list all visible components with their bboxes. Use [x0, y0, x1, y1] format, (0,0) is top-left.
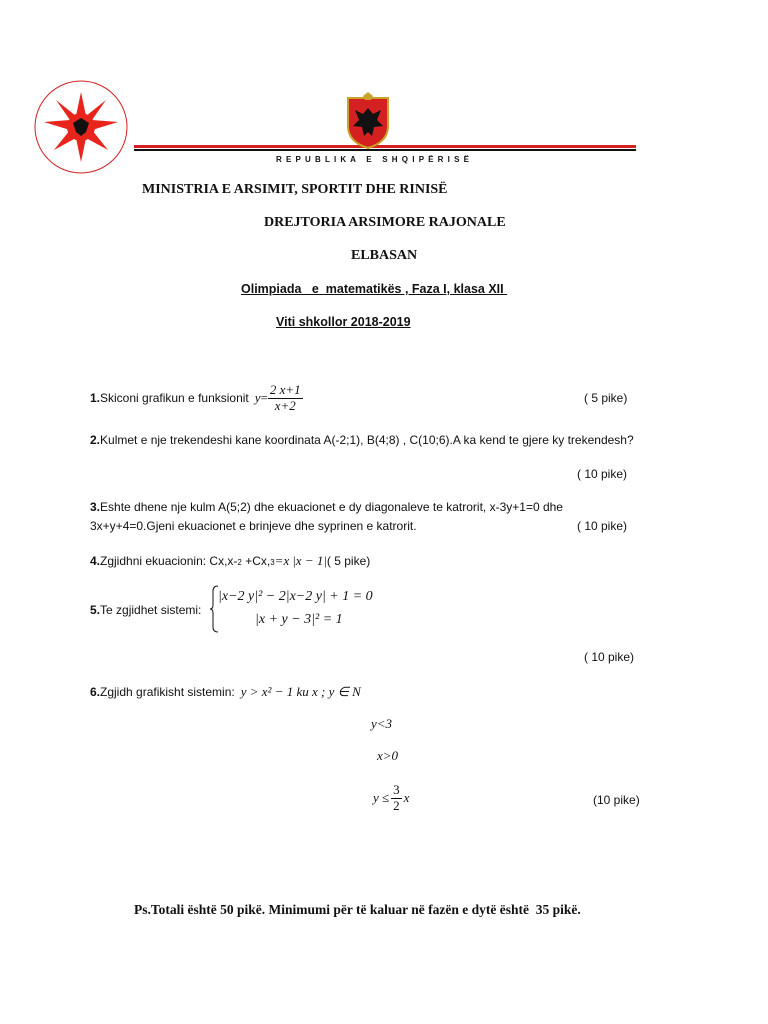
question-3-points: ( 10 pike): [577, 519, 628, 533]
olympiad-title: Olimpiada e matematikës , Faza I, klasa XII: [241, 282, 508, 296]
question-1-text: Skiconi grafikun e funksionit: [100, 391, 249, 405]
question-1: [90, 380, 303, 416]
question-5: [90, 603, 201, 617]
ministry-title: MINISTRIA E ARSIMIT, SPORTIT DHE RINISË: [142, 182, 448, 197]
city-title: ELBASAN: [351, 248, 418, 263]
question-6-ineq4-lhs: y ≤: [373, 790, 390, 805]
question-1-y: y: [254, 390, 261, 405]
footer-note: Ps.Totali është 50 pikë. Minimumi për të kaluar në fazën e dytë është 35 pikë.: [134, 902, 581, 917]
question-4: [90, 553, 370, 569]
question-5-points: ( 10 pike): [584, 650, 635, 664]
question-2-text: Kulmet e nje trekendeshi kane koordinata A(-2;1), B(4;8) , C(10;6).A ka kend te gjere ky trekendesh?: [100, 433, 634, 447]
question-1-numerator: 2 x+1: [269, 382, 301, 398]
question-6-inequality-2: y<3: [371, 716, 393, 731]
question-6-number: 6.: [90, 685, 101, 699]
question-2-points: ( 10 pike): [577, 467, 628, 481]
seal-logo: [28, 78, 134, 176]
question-6-inequality-3: x>0: [377, 748, 399, 763]
question-6-inequality-1: y > x² − 1 ku x ; y ∈ N: [240, 684, 361, 699]
albanian-coat-of-arms: [345, 92, 391, 150]
question-6-points: (10 pike): [593, 793, 640, 807]
question-6-ineq4-fraction: [391, 783, 402, 813]
question-4-equals: =x: [274, 553, 290, 568]
question-3-number: 3.: [90, 500, 101, 514]
question-2-number: 2.: [90, 433, 101, 447]
question-3-line-2: 3x+y+4=0.Gjeni ekuacionet e brinjeve dhe syprinen e katrorit.: [90, 519, 417, 533]
question-1-denominator: x+2: [274, 397, 296, 413]
question-4-points: ( 5 pike): [326, 554, 371, 568]
question-1-equals: =: [260, 390, 268, 405]
question-3-text-1: Eshte dhene nje kulm A(5;2) dhe ekuacionet e dy diagonaleve te katrorit, x-3y+1=0 dhe: [100, 500, 563, 514]
question-5-text: Te zgjidhet sistemi:: [100, 603, 202, 617]
question-1-points: ( 5 pike): [584, 391, 628, 405]
question-6-ineq4-rhs: x: [403, 790, 410, 805]
question-4-sub-1: 2: [237, 558, 242, 567]
question-4-abs-close: |: [323, 553, 327, 568]
question-3-line-1: [90, 500, 563, 514]
question-6-text: Zgjidh grafikisht sistemin:: [100, 685, 235, 699]
school-year: Viti shkollor 2018-2019: [276, 315, 411, 329]
question-5-number: 5.: [90, 603, 101, 617]
question-1-number: 1.: [90, 391, 101, 405]
question-1-fraction: [268, 383, 303, 413]
question-4-sub-2: 3: [270, 558, 275, 567]
question-5-equation-1: |x−2 y|² − 2|x−2 y| + 1 = 0: [218, 589, 373, 604]
directorate-title: DREJTORIA ARSIMORE RAJONALE: [264, 215, 506, 230]
question-6-inequality-4: [373, 780, 409, 816]
republic-label: R E P U B L I K A E S H Q I P Ë R I S Ë: [276, 155, 470, 164]
question-4-abs-inner: x − 1: [295, 553, 324, 568]
question-6: [90, 684, 361, 700]
question-6-ineq4-numerator: 3: [393, 782, 400, 798]
question-4-mid: +Cx,: [241, 554, 271, 568]
question-4-text: Zgjidhni ekuacionin: Cx,x-: [100, 554, 238, 568]
question-5-equation-2: |x + y − 3|² = 1: [255, 612, 343, 627]
question-6-ineq4-denominator: 2: [393, 797, 400, 813]
question-4-abs-open: |: [292, 553, 296, 568]
question-2: [90, 433, 634, 447]
question-4-number: 4.: [90, 554, 101, 568]
